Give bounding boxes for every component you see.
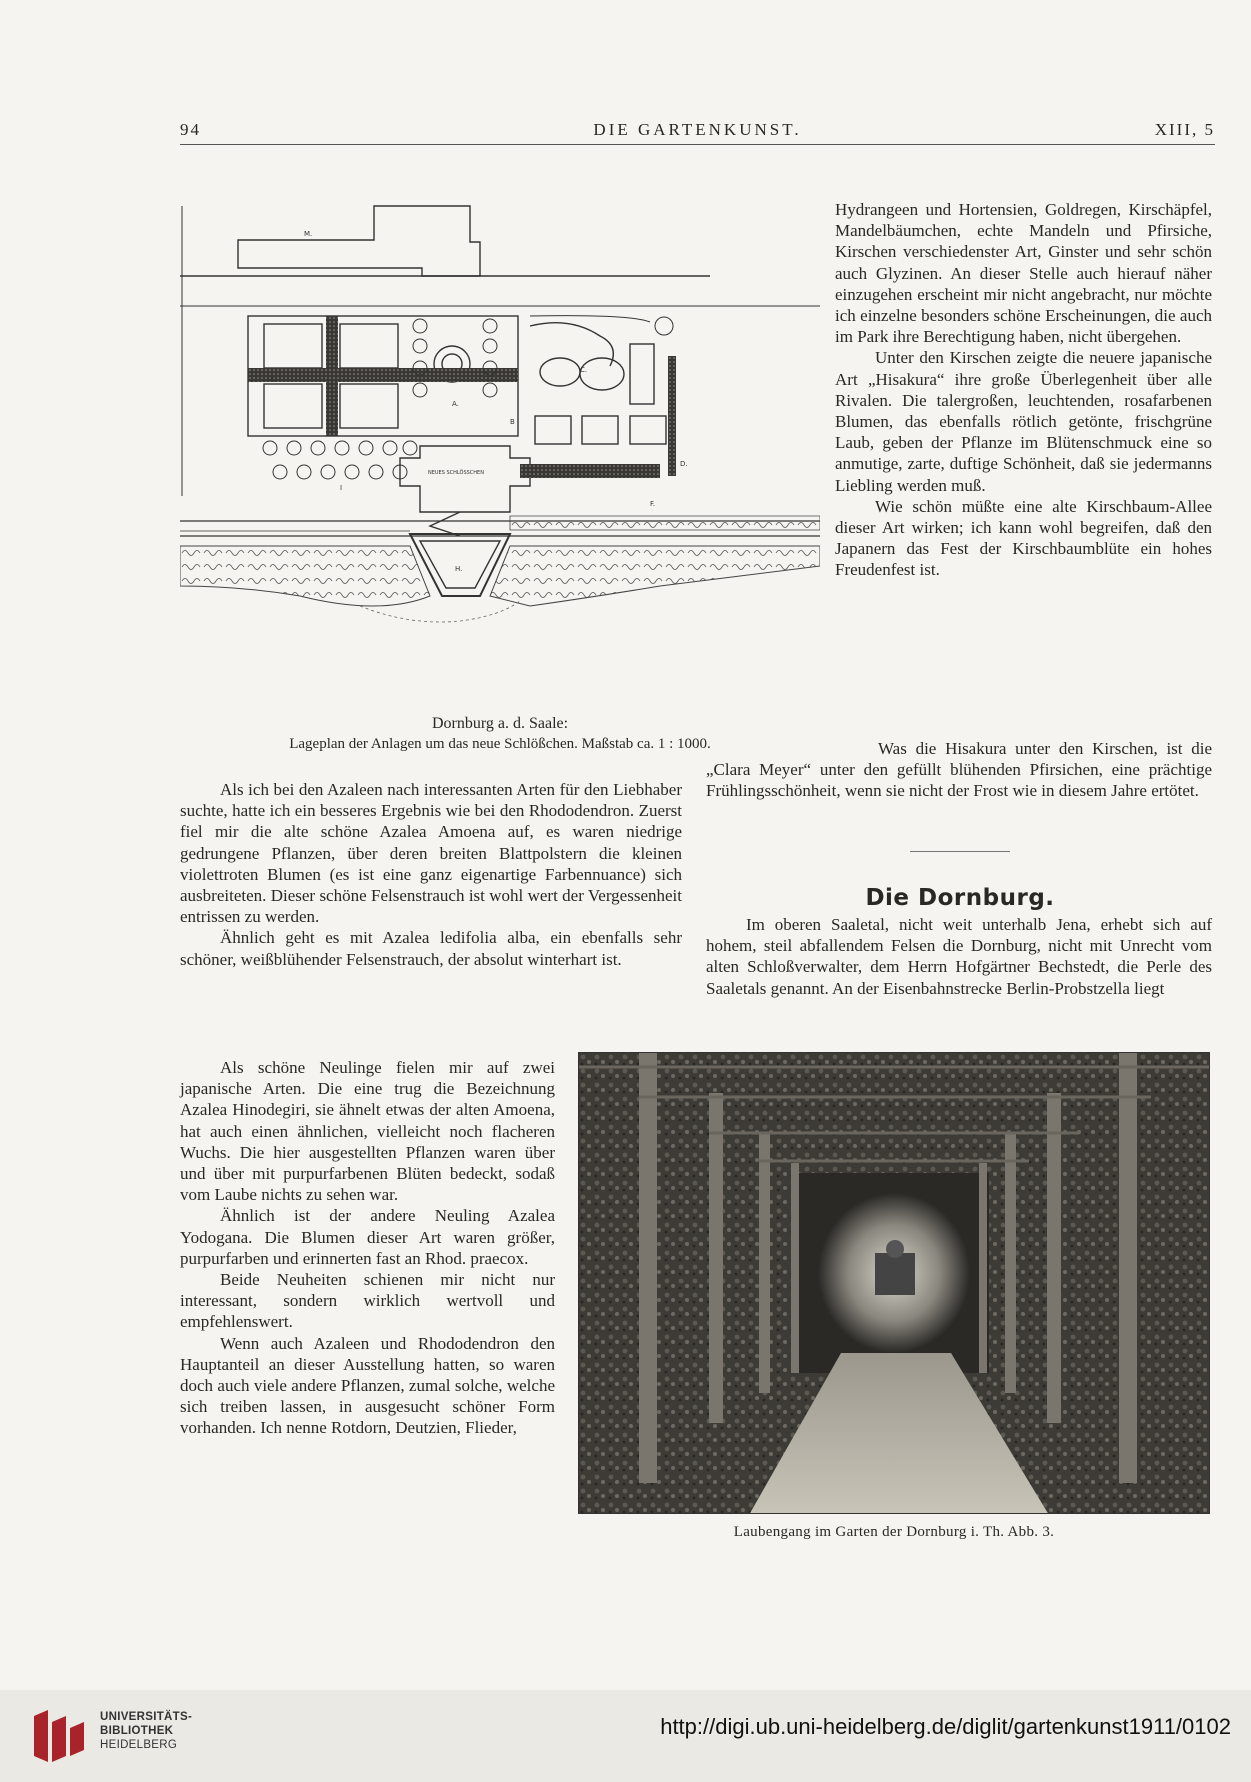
- library-name: [100, 1710, 192, 1752]
- pergola-photograph: [578, 1052, 1210, 1514]
- site-plan-drawing: [180, 196, 820, 716]
- issue-number: XIII, 5: [1154, 120, 1215, 139]
- plan-caption-place: Dornburg a. d. Saale:: [431, 715, 569, 732]
- plan-label-k: K.: [270, 376, 277, 384]
- page-number: 94: [180, 120, 201, 139]
- section-divider: [910, 851, 1010, 852]
- section-body: [706, 914, 1212, 999]
- plan-label-schloss: NEUES SCHLÖSSCHEN: [428, 470, 484, 476]
- paragraph: Als ich bei den Azaleen nach interessanten Arten für den Liebhaber suchte, hatte ich ein besseres Ergebnis wie bei den Rhododendron. Zuerst fiel mir die alte schöne Azalea Amoena auf, es waren niedrige gedrungene Pflanzen, über deren breiten Blattpolstern die kleinen violettroten Blumen (es ist eine ganz eigenartige Farbennuance) sich ausbreiteten. Dieser schöne Felsenstrauch ist wohl wert der Vergessenheit entrissen zu werden.: [180, 780, 682, 927]
- paragraph: Ähnlich ist der andere Neuling Azalea Yodogana. Die Blumen dieser Art waren größer, purpurfarben und erinnerten fast an Rhod. praecox.: [180, 1206, 555, 1268]
- section-heading: Die Dornburg.: [865, 885, 1055, 911]
- plan-label-d: D.: [680, 460, 688, 468]
- plan-caption: Lageplan der Anlagen um das neue Schlößchen. Maßstab ca. 1 : 1000.: [289, 736, 711, 752]
- paragraph: Als schöne Neulinge fielen mir auf zwei japanische Arten. Die eine trug die Bezeichnung Azalea Hinodegiri, sie ähnelt etwas der alten Amoena, hat auch einen ähnlichen, vielleicht noch flacheren Wuchs. Die hier ausgestellten Pflanzen waren über und über mit purpurfarbenen Blüten bedeckt, sodaß vom Laube nichts zu sehen war.: [180, 1058, 555, 1205]
- plan-label-b: B: [510, 418, 515, 426]
- paragraph: Ähnlich geht es mit Azalea ledifolia alba, ein ebenfalls sehr schöner, weißblühender Felsenstrauch, der absolut winterhart ist.: [180, 928, 682, 969]
- paragraph-hisakura: [706, 738, 1212, 802]
- paragraph: Was die Hisakura unter den Kirschen, ist die „Clara Meyer“ unter den gefüllt blühenden Pfirsichen, eine prächtige Frühlingsschönheit, wenn sie nicht der Frost wie in diesem Jahre ertötet.: [706, 739, 1212, 801]
- journal-title: DIE GARTENKUNST.: [593, 120, 802, 139]
- paragraph: Wenn auch Azaleen und Rhododendron den Hauptanteil an dieser Ausstellung hatten, so waren doch auch viele andere Pflanzen, zumal solche, welche sich treiben lassen, in ausgesucht schöner Form vorhanden. Ich nenne Rotdorn, Deutzien, Flieder,: [180, 1333, 555, 1438]
- library-logo-icon: [30, 1706, 90, 1766]
- photo-caption: Laubengang im Garten der Dornburg i. Th. Abb. 3.: [733, 1524, 1055, 1540]
- plan-label-i: I: [340, 484, 343, 492]
- left-column: [180, 779, 682, 970]
- paragraph: Wie schön müßte eine alte Kirschbaum-Allee dieser Art wirken; ich kann wohl begreifen, daß den Japanern das Fest der Kirschbaumblüte ein hohes Freudenfest ist.: [835, 496, 1212, 580]
- right-column-top: [835, 199, 1212, 581]
- paragraph: Hydrangeen und Hortensien, Goldregen, Kirschäpfel, Mandelbäumchen, echte Mandeln und Pfirsiche, Kirschen verschiedenster Art, Ginster und sehr schön auch Glyzinen. An dieser Stelle auch hierauf näher einzugehen erscheint mir nicht angebracht, nur möchte ich einzelne besonders schöne Erscheinungen, die auch im Park ihre Berechtigung haben, nicht übergehen.: [835, 200, 1212, 347]
- plan-label-h: H.: [455, 565, 463, 573]
- plan-label-a: A.: [452, 400, 459, 408]
- plan-label-m: M.: [304, 230, 313, 238]
- paragraph: Im oberen Saaletal, nicht weit unterhalb Jena, erhebt sich auf hohem, steil abfallendem Felsen die Dornburg, nicht mit Unrecht vom alten Schloßverwalter, dem Herrn Hofgärtner Bechstedt, die Perle des Saaletals genannt. An der Eisenbahnstrecke Berlin-Probstzella liegt: [706, 915, 1212, 998]
- running-header: [180, 120, 1215, 150]
- plan-label-c: C.: [580, 366, 588, 374]
- library-name-line: HEIDELBERG: [100, 1739, 178, 1751]
- source-url-link[interactable]: http://digi.ub.uni-heidelberg.de/diglit/gartenkunst1911/0102: [660, 1714, 1231, 1739]
- library-name-line: BIBLIOTHEK: [100, 1725, 174, 1737]
- library-name-line: UNIVERSITÄTS-: [100, 1711, 193, 1723]
- library-footer: [0, 1690, 1251, 1782]
- left-column-narrow: [180, 1057, 555, 1439]
- plan-label-f: F.: [650, 500, 656, 508]
- paragraph: Beide Neuheiten schienen mir nicht nur interessant, sondern wirklich wertvoll und empfehlenswert.: [180, 1270, 555, 1332]
- paragraph: Unter den Kirschen zeigte die neuere japanische Art „Hisakura“ ihre große Überlegenheit über alle Rivalen. Die talergroßen, leuchtenden, rosafarbenen Blumen, das ebenfalls rötlich getönte, frischgrüne Laub, geben der Pflanze im Blütenschmuck eine so anmutige, zarte, duftige Schönheit, daß sie jedermanns Liebling werden muß.: [835, 348, 1212, 495]
- header-rule: [180, 144, 1215, 145]
